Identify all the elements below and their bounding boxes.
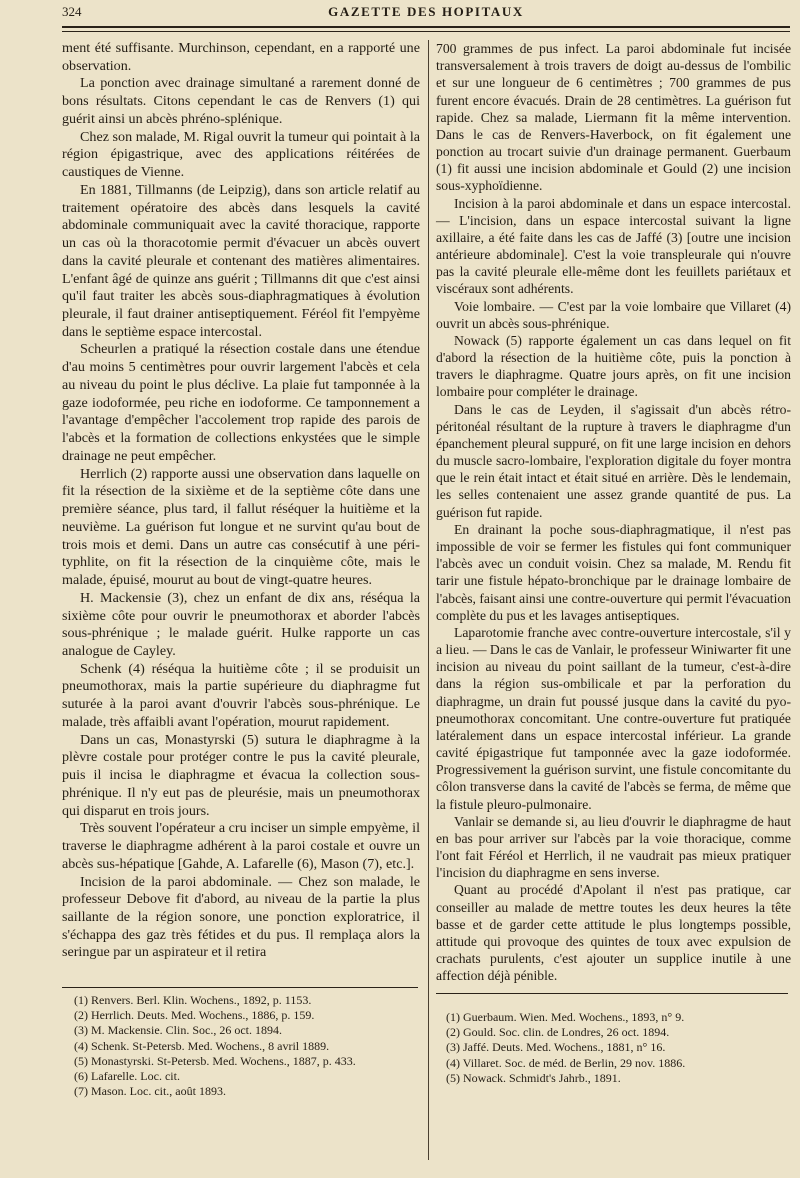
paragraph: Incision de la paroi abdominale. — Chez son malade, le professeur Debove fit d'abord, au niveau de la partie la plus saillante de la région sonore, une ponction exploratrice, il s'échappa des gaz très fétides et du pus. Il remplaça alors la seringue par un aspirateur et il retira — [62, 873, 420, 961]
page-header — [62, 0, 790, 24]
paragraph: Scheurlen a pratiqué la résection costale dans une étendue d'au moins 5 centimètres pour ouvrir largement l'abcès et cela au niveau du point le plus déclive. La plaie fut tamponnée à la gaze iodoformée, peu riche en iodoforme. Ce tamponnement a l'avantage d'empêcher l'accolement trop rapide des parois de l'abcès et la formation de collections enkystées que le simple drainage ne peut empêcher. — [62, 341, 420, 464]
footnote: (5) Monastyrski. St-Petersb. Med. Wochens., 1887, p. 433. — [74, 1053, 356, 1068]
footnote: (4) Villaret. Soc. de méd. de Berlin, 29 nov. 1886. — [446, 1055, 686, 1070]
footnote: (5) Nowack. Schmidt's Jahrb., 1891. — [446, 1070, 621, 1085]
left-footnotes — [74, 993, 424, 1099]
paragraph: H. Mackensie (3), chez un enfant de dix ans, réséqua la sixième côte pour ouvrir le pneumothorax et aborder l'abcès sous-phrénique ; le malade guérit. Hulke rapporte un cas analogue de Cayley. — [62, 589, 420, 659]
footnote: (1) Renvers. Berl. Klin. Wochens., 1892, p. 1153. — [74, 993, 312, 1007]
paragraph: Incision à la paroi abdominale et dans un espace intercostal. — L'incision, dans un espace intercostal suivant la ligne axillaire, a été faite dans les cas de Jaffé (3) [outre une incision antérieure abdominale]. C'est la voie transpleurale qui n'ouvre pas la cavité pleurale elle-même dont les feuillets pariétaux et viscéraux sont adhérents. — [436, 195, 791, 297]
paragraph: Voie lombaire. — C'est par la voie lombaire que Villaret (4) ouvrit un abcès sous-phrénique. — [436, 298, 791, 331]
left-column — [62, 40, 420, 962]
right-column — [436, 40, 791, 984]
footnote: (3) M. Mackensie. Clin. Soc., 26 oct. 1894. — [74, 1023, 282, 1038]
paragraph: Dans le cas de Leyden, il s'agissait d'un abcès rétro-péritonéal résultant de la rupture à travers le diaphragme d'un épanchement pleural suppuré, on fit une large incision en dehors du muscle sacro-lombaire, l'exploration digitale du foyer montra que le rein était intact et était situé en arrière. Dès le lendemain, les selles contenaient une assez grande quantité de pus. La guérison fut rapide. — [436, 401, 791, 520]
paragraph: Schenk (4) réséqua la huitième côte ; il se produisit un pneumothorax, mais la partie supérieure du diaphragme fut suturée à la paroi avant d'ouvrir l'abcès sous-phrénique. Le malade, très affaibli avant l'opération, mourut rapidement. — [62, 660, 420, 730]
paragraph: Laparotomie franche avec contre-ouverture intercostale, s'il y a lieu. — Dans le cas de Vanlair, le professeur Winiwarter fit une incision au niveau du point saillant de la tumeur, c'est-à-dire dans la région sus-ombilicale et par la perforation du diaphragme, un drain fut poussé jusque dans la cavité du pyo-pneumothorax concomitant. Une contre-ouverture fut pratiquée latéralement dans un espace intercostal inférieur. La grande cavité épigastrique fut tamponnée avec la gaze iodoformée. Progressivement la guérison survint, une fistule concomitante du côlon transverse dans la cavité de l'abcès se ferma, de même que la fistule pleuro-pulmonaire. — [436, 624, 791, 812]
footnote-rule-left — [62, 987, 418, 988]
footnote: (2) Gould. Soc. clin. de Londres, 26 oct. 1894. — [446, 1025, 670, 1040]
paragraph: Très souvent l'opérateur a cru inciser un simple empyème, il traverse le diaphragme adhérent à la paroi costale et ouvre un abcès sus-hépatique [Gahde, A. Lafarelle (6), Mason (7), etc.]. — [62, 820, 420, 872]
footnote: (3) Jaffé. Deuts. Med. Wochens., 1881, n° 16. — [446, 1040, 666, 1055]
footnote: (7) Mason. Loc. cit., août 1893. — [74, 1084, 226, 1099]
paragraph: ment été suffisante. Murchinson, cependant, en a rapporté une observation. — [62, 40, 420, 74]
paragraph: 700 grammes de pus infect. La paroi abdominale fut incisée transversalement à trois travers de doigt au-dessus de l'ombilic et sur une longueur de 6 centimètres ; 700 grammes de pus furent encore évacués. Drain de 28 centimètres. La guérison fut rapide. Chez sa malade, Liermann fit la même intervention. Dans le cas de Renvers-Haverbock, on fit également une ponction au trocart suivie d'un drainage permanent. Guerbaum (1) fit aussi une incision abdominale et Gould (2) une incision sous-xyphoïdienne. — [436, 41, 791, 194]
header-rule-thin — [62, 31, 790, 32]
footnote: (2) Herrlich. Deuts. Med. Wochens., 1886, p. 159. — [74, 1008, 315, 1023]
paragraph: En drainant la poche sous-diaphragmatique, il n'est pas impossible de voir se fermer les fistules qui font communiquer l'abcès avec un conduit voisin. Chez sa malade, M. Rendu fit tarir une fistule hépato-bronchique par le drainage lombaire de l'abcès, faisant ainsi une contre-ouverture qui permit l'évacuation complète du pus et les lavages antiseptiques. — [436, 521, 791, 623]
paragraph: Quant au procédé d'Apolant il n'est pas pratique, car conseiller au malade de mettre toutes les deux heures la tête basse et de garder cette attitude le plus longtemps possible, attitude qui provoque des quintes de toux avec expulsion de crachats purulents, c'est ajouter un supplice inutile à une affection déjà pénible. — [436, 882, 791, 984]
paragraph: La ponction avec drainage simultané a rarement donné de bons résultats. Citons cependant le cas de Renvers (1) qui guérit ainsi un abcès phréno-splénique. — [62, 75, 420, 127]
footnote: (1) Guerbaum. Wien. Med. Wochens., 1893, n° 9. — [446, 1010, 685, 1024]
paragraph: En 1881, Tillmanns (de Leipzig), dans son article relatif au traitement opératoire des abcès dans lesquels la cavité abdominale communiquait avec la cavité thoracique, rapporte un cas où la thoracotomie permit d'évacuer un abcès ouvert dans la cavité pleurale et contenant des matières alimentaires. L'enfant âgé de quinze ans guérit ; Tillmanns dit que c'est ainsi qu'il faut traiter les abcès sous-diaphragmatiques à évolution pleurale, il faut drainer antiseptiquement. Féréol fit l'empyème dans le septième espace intercostal. — [62, 181, 420, 340]
column-divider — [428, 40, 429, 1160]
journal-title: GAZETTE DES HOPITAUX — [328, 4, 524, 19]
paragraph: Dans un cas, Monastyrski (5) sutura le diaphragme à la plèvre costale pour protéger contre le pus la cavité pleurale, puis il incisa le diaphragme et évacua la collection sous-phrénique. Il n'y eut pas de pleurésie, mais un pneumothorax qui disparut en trois jours. — [62, 731, 420, 819]
paragraph: Vanlair se demande si, au lieu d'ouvrir le diaphragme de haut en bas pour arriver sur l'abcès par la voie thoracique, comme l'ont fait Féréol et Herrlich, il ne vaudrait pas mieux pratiquer l'incision du diaphragme en sens inverse. — [436, 813, 791, 881]
footnote: (4) Schenk. St-Petersb. Med. Wochens., 8 avril 1889. — [74, 1038, 330, 1053]
footnote-rule-right — [436, 993, 788, 994]
page-number: 324 — [62, 4, 82, 19]
paragraph: Nowack (5) rapporte également un cas dans lequel on fit d'abord la résection de la huitième côte, puis la ponction à travers le diaphragme. Quatre jours après, on fit une incision lombaire pour compléter le drainage. — [436, 332, 791, 400]
right-footnotes — [446, 1010, 786, 1086]
footnote: (6) Lafarelle. Loc. cit. — [74, 1069, 180, 1084]
paragraph: Chez son malade, M. Rigal ouvrit la tumeur qui pointait à la région épigastrique, avec des applications réitérées de caustiques de Vienne. — [62, 128, 420, 181]
paragraph: Herrlich (2) rapporte aussi une observation dans laquelle on fit la résection de la sixième et de la septième côte dans une première séance, plus tard, il fallut réséquer la huitième et la neuvième. La guérison fut longue et ne survint qu'au bout de trois mois et demi. Dans un autre cas consécutif à une péri-typhlite, on fit la résection de la cinquième côte, mais le malade, épuisé, mourut au bout de vingt-quatre heures. — [62, 465, 420, 589]
header-rule — [62, 26, 790, 28]
